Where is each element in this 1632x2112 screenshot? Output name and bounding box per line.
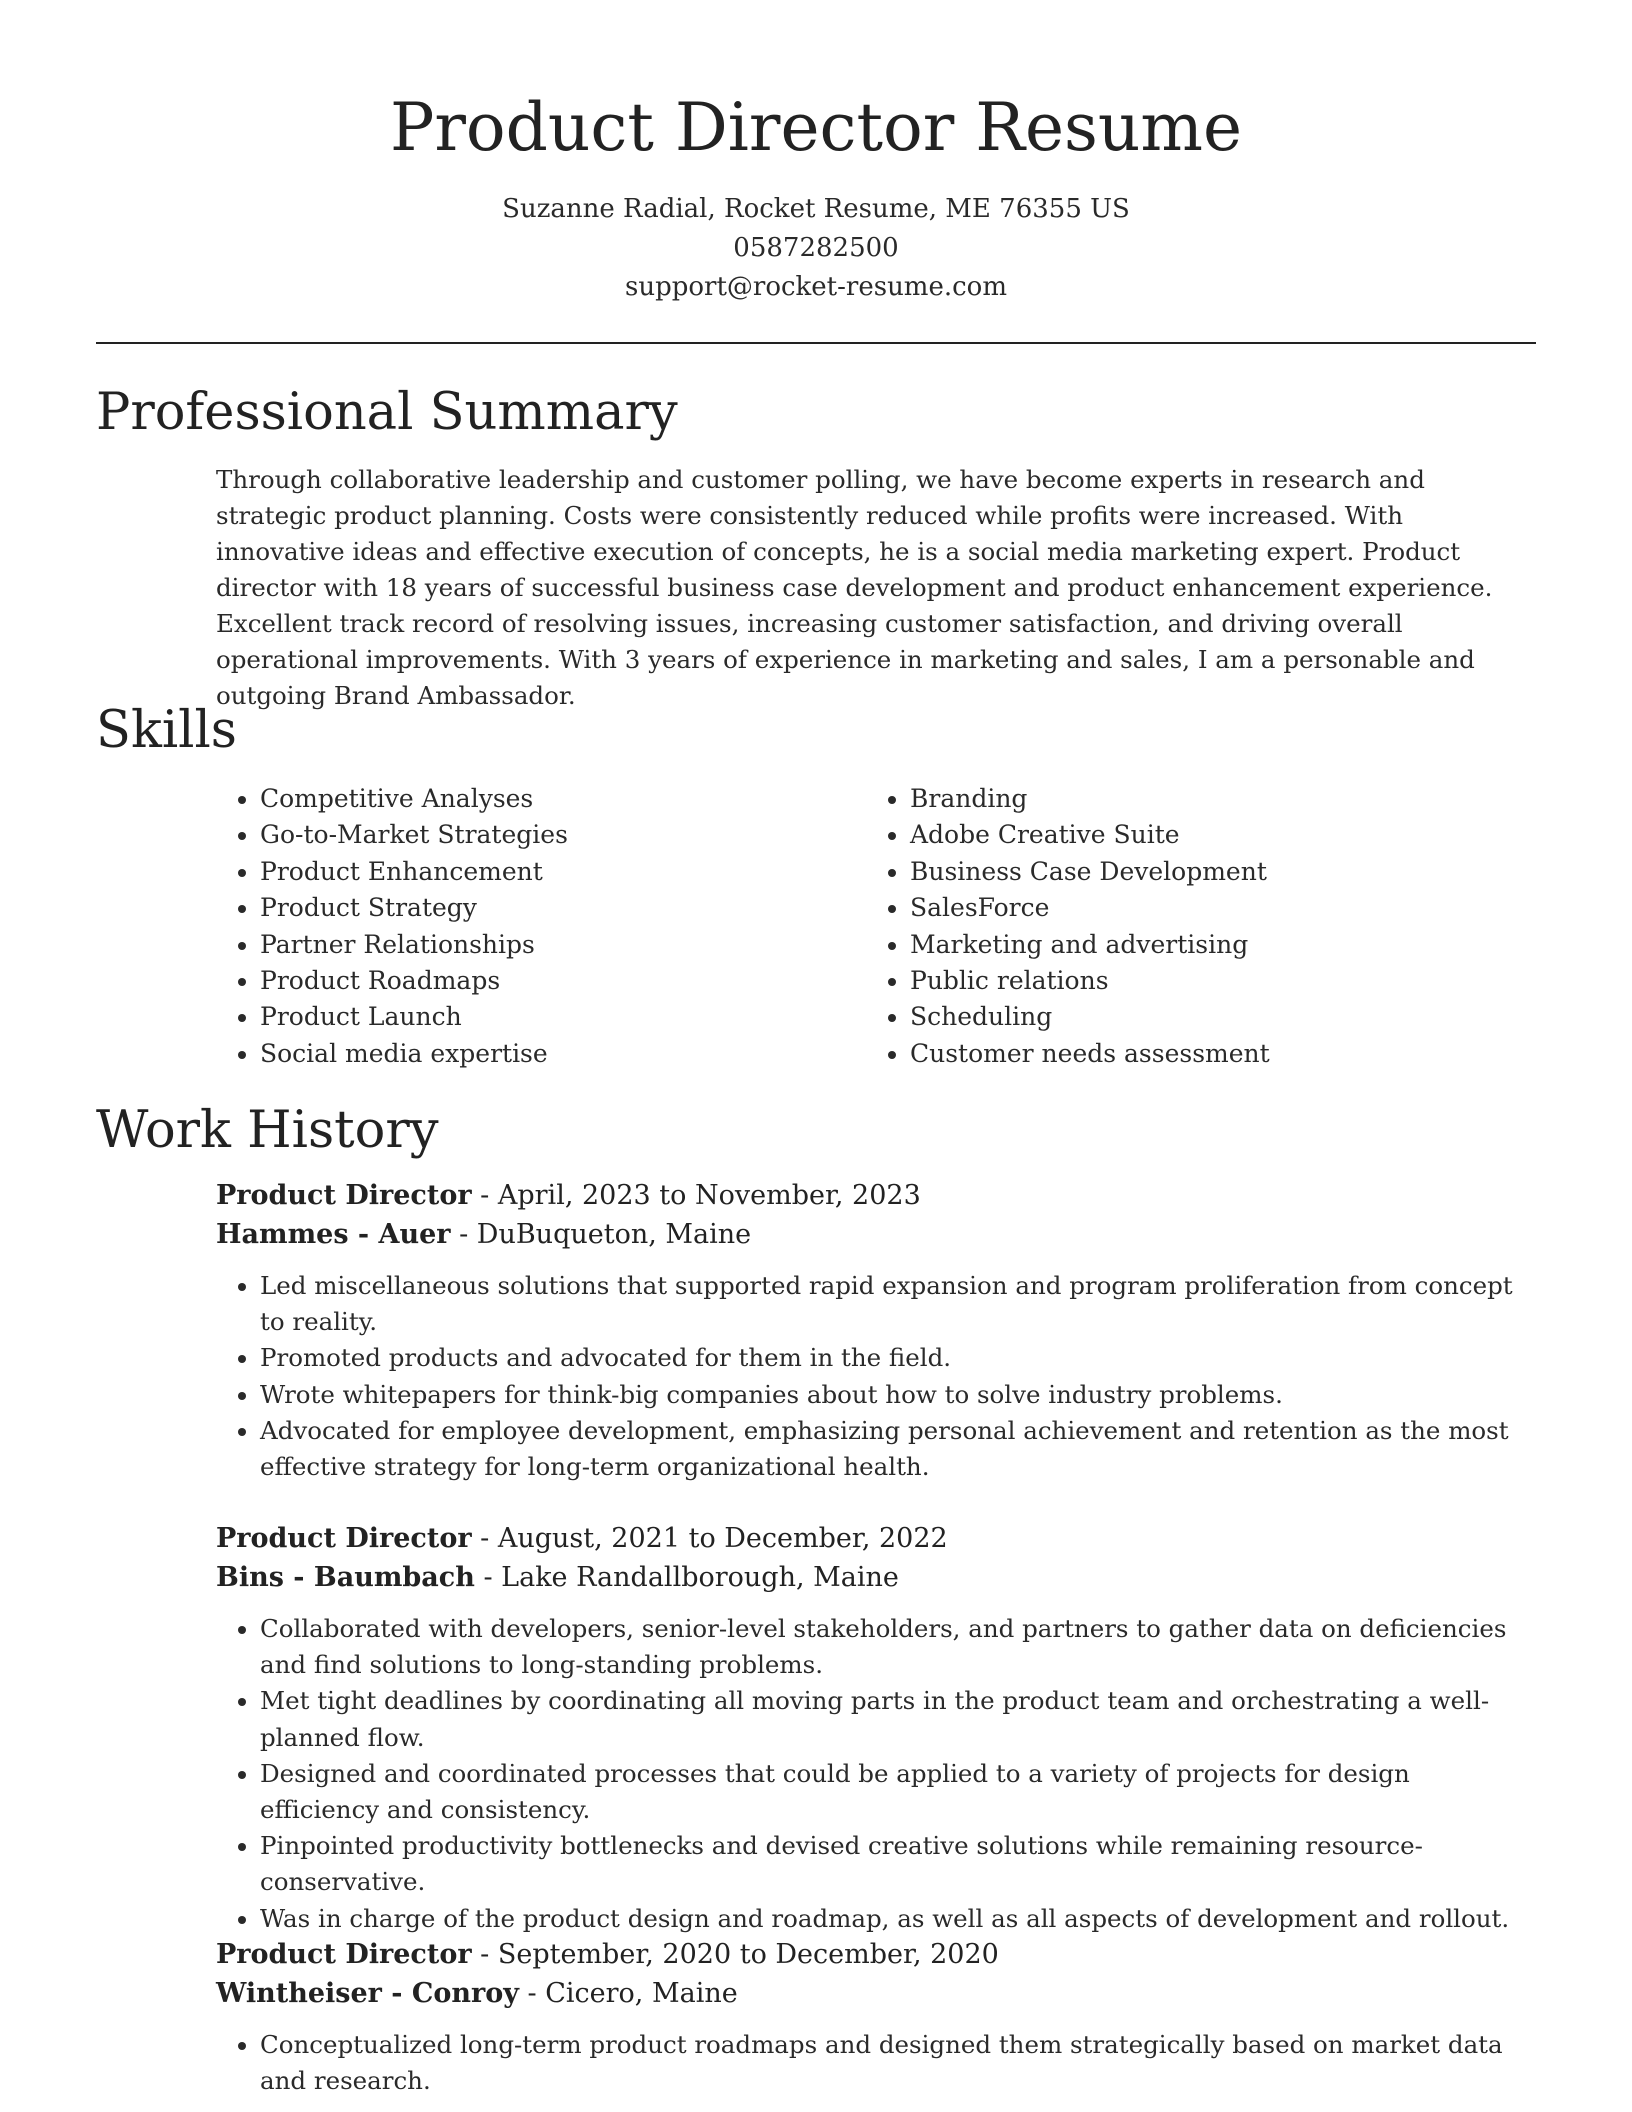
job-bullet: • Met tight deadlines by coordinating all moving parts in the product team and orchestrating a well-planned flow.	[260, 1683, 1536, 1755]
job-company: Bins - Baumbach	[216, 1562, 475, 1593]
job-bullet: • Conceptualized long-term product roadmaps and designed them strategically based on market data and research.	[260, 2027, 1536, 2099]
summary-text: Through collaborative leadership and customer polling, we have become experts in research and strategic product planning. Costs were consistently reduced while profits were increased. With innovative ideas and effective execution of concepts, he is a social media marketing expert. Product director with 18 years of successful business case development and product enhancement experience. Excellent track record of resolving issues, increasing customer satisfaction, and driving overall operational improvements. With 3 years of experience in marketing and sales, I am a personable and outgoing Brand Ambassador.	[216, 465, 1493, 710]
job-title-line	[216, 1935, 1536, 1974]
skill-item: • Public relations	[910, 963, 1270, 999]
skill-item: • Partner Relationships	[260, 927, 568, 963]
job-company-line	[216, 1215, 1536, 1254]
job-company-line	[216, 1974, 1536, 2013]
job-location: - Lake Randallborough, Maine	[474, 1562, 899, 1593]
skill-item: • Customer needs assessment	[910, 1036, 1270, 1072]
contact-email: support@rocket-resume.com	[624, 272, 1007, 302]
job-bullet: • Led miscellaneous solutions that supported rapid expansion and program proliferation from concept to reality.	[260, 1268, 1536, 1340]
job-bullets	[216, 1268, 1536, 1485]
job-dates: - August, 2021 to December, 2022	[471, 1523, 948, 1554]
job-bullet: • Was in charge of the product design and roadmap, as well as all aspects of development and rollout.	[260, 1901, 1536, 1937]
job-location: - DuBuqueton, Maine	[450, 1219, 752, 1250]
summary-heading: Professional Summary	[96, 383, 678, 442]
contact-block	[0, 190, 1632, 307]
skill-item: • Product Launch	[260, 999, 568, 1035]
job-company-line	[216, 1558, 1536, 1597]
skills-heading: Skills	[96, 701, 237, 760]
job-title: Product Director	[216, 1523, 472, 1554]
job-location: - Cicero, Maine	[518, 1978, 738, 2009]
job-title: Product Director	[216, 1939, 472, 1970]
contact-address: Suzanne Radial, Rocket Resume, ME 76355 US	[502, 194, 1130, 224]
job-entry	[216, 1519, 1536, 1937]
job-bullet: • Promoted products and advocated for them in the field.	[260, 1340, 1536, 1376]
job-dates: - September, 2020 to December, 2020	[471, 1939, 999, 1970]
skill-item: • SalesForce	[910, 890, 1270, 926]
contact-phone: 0587282500	[733, 233, 899, 263]
skill-item: • Product Enhancement	[260, 854, 568, 890]
skill-item: • Go-to-Market Strategies	[260, 817, 568, 853]
skill-item: • Marketing and advertising	[910, 927, 1270, 963]
work-history-heading: Work History	[96, 1101, 439, 1160]
skills-list-right	[866, 781, 1270, 1072]
skill-item: • Social media expertise	[260, 1036, 568, 1072]
job-dates: - April, 2023 to November, 2023	[471, 1180, 921, 1211]
skill-item: • Adobe Creative Suite	[910, 817, 1270, 853]
job-bullet: • Designed and coordinated processes that could be applied to a variety of projects for design efficiency and consistency.	[260, 1756, 1536, 1828]
skill-item: • Business Case Development	[910, 854, 1270, 890]
header-divider	[96, 342, 1536, 344]
job-title-line	[216, 1176, 1536, 1215]
skill-item: • Branding	[910, 781, 1270, 817]
job-company: Wintheiser - Conroy	[216, 1978, 519, 2009]
job-title: Product Director	[216, 1180, 472, 1211]
job-entry	[216, 1935, 1536, 2099]
skills-list-left	[216, 781, 568, 1072]
job-bullets	[216, 1611, 1536, 1937]
skill-item: • Competitive Analyses	[260, 781, 568, 817]
job-company: Hammes - Auer	[216, 1219, 451, 1250]
job-bullet: • Wrote whitepapers for think-big companies about how to solve industry problems.	[260, 1377, 1536, 1413]
job-bullet: • Pinpointed productivity bottlenecks and devised creative solutions while remaining resource-conservative.	[260, 1828, 1536, 1900]
skill-item: • Product Roadmaps	[260, 963, 568, 999]
job-bullets	[216, 2027, 1536, 2099]
skill-item: • Product Strategy	[260, 890, 568, 926]
job-bullet: • Collaborated with developers, senior-level stakeholders, and partners to gather data on deficiencies and find solutions to long-standing problems.	[260, 1611, 1536, 1683]
skill-item: • Scheduling	[910, 999, 1270, 1035]
job-bullet: • Advocated for employee development, emphasizing personal achievement and retention as the most effective strategy for long-term organizational health.	[260, 1413, 1536, 1485]
job-title-line	[216, 1519, 1536, 1558]
job-entry	[216, 1176, 1536, 1485]
resume-title: Product Director Resume	[389, 89, 1243, 166]
